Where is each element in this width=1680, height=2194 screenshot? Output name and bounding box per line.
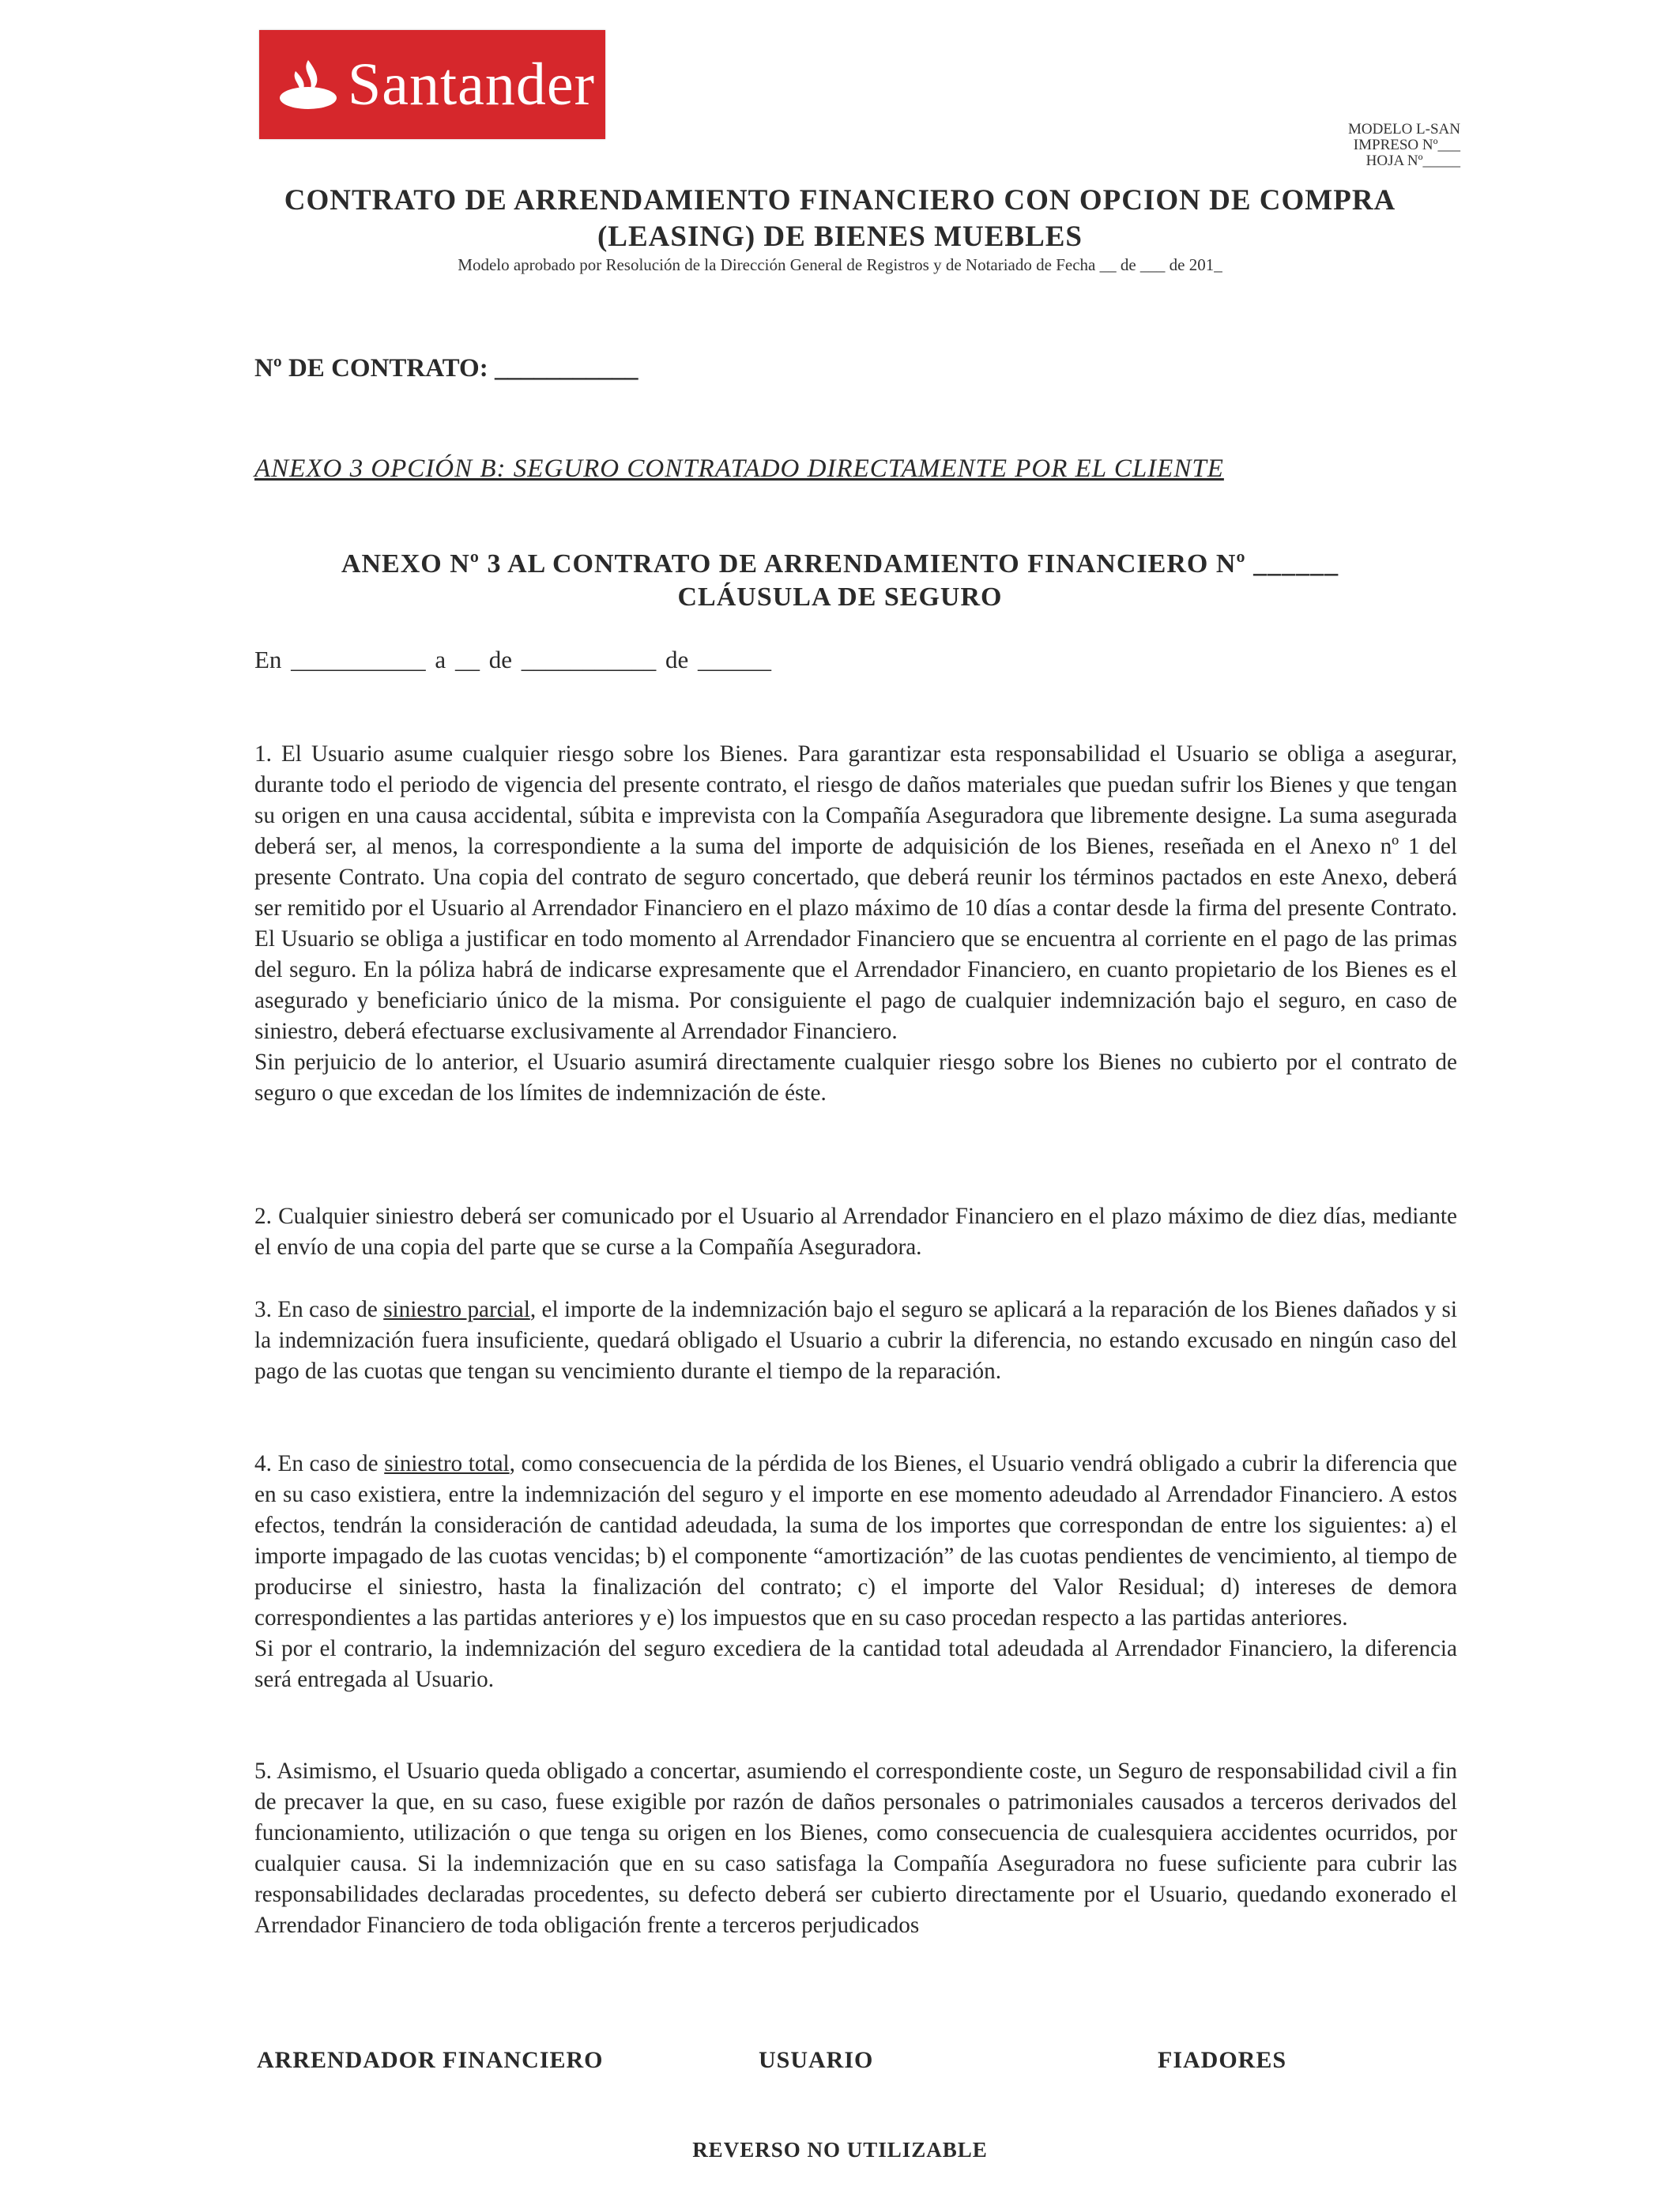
annex-heading-line2: CLÁUSULA DE SEGURO — [677, 582, 1003, 612]
signature-guarantors: FIADORES — [1158, 2047, 1287, 2073]
santander-logo — [259, 30, 605, 139]
annex-heading-line1: ANEXO Nº 3 AL CONTRATO DE ARRENDAMIENTO FINANCIERO Nº ______ — [341, 549, 1339, 579]
clause-2-text: 2. Cualquier siniestro deberá ser comunicado por el Usuario al Arrendador Financiero en el plazo máximo de diez días, mediante el envío de una copia del parte que se curse a la Compañía Aseguradora. — [254, 1204, 1457, 1260]
flame-icon — [277, 57, 340, 112]
clause-2 — [254, 1201, 1457, 1263]
contract-number: Nº DE CONTRATO: ___________ — [254, 354, 638, 383]
clause-1-addendum: Sin perjuicio de lo anterior, el Usuario asumirá directamente cualquier riesgo sobre los Bienes no cubierto por el contrato de seguro o que excedan de los límites de indemnización de éste. — [254, 1050, 1457, 1106]
sheet-number: HOJA Nº_____ — [1365, 153, 1460, 169]
place-date-line: En ___________ a __ de ___________ de ______ — [254, 646, 771, 673]
clause-5 — [254, 1756, 1457, 1941]
document-title-line1: CONTRATO DE ARRENDAMIENTO FINANCIERO CON OPCION DE COMPRA — [284, 184, 1396, 217]
clause-1 — [254, 739, 1457, 1109]
signature-user: USUARIO — [759, 2047, 874, 2073]
document-subtitle: Modelo aprobado por Resolución de la Dirección General de Registros y de Notariado de Fecha __ de ___ de 201_ — [458, 255, 1222, 274]
clause-3 — [254, 1295, 1457, 1387]
reverse-not-usable: REVERSO NO UTILIZABLE — [692, 2138, 988, 2162]
annex-option-title: ANEXO 3 OPCIÓN B: SEGURO CONTRATADO DIRECTAMENTE POR EL CLIENTE — [254, 454, 1224, 483]
clause-4 — [254, 1449, 1457, 1695]
clause-4-term: siniestro total — [384, 1451, 510, 1476]
printed-number: IMPRESO Nº___ — [1353, 137, 1460, 153]
clause-1-text: 1. El Usuario asume cualquier riesgo sobre los Bienes. Para garantizar esta responsabilidad el Usuario se obliga a asegurar, durante todo el periodo de vigencia del presente contrato, el riesgo de daños materiales que puedan sufrir los Bienes y que tengan su origen en una causa accidental, súbita e imprevista con la Compañía Aseguradora que libremente designe. La suma asegurada deberá ser, al menos, la correspondiente a la suma del importe de adquisición de los Bienes, reseñada en el Anexo nº 1 del presente Contrato. Una copia del contrato de seguro concertado, que deberá reunir los términos pactados en este Anexo, deberá ser remitido por el Usuario al Arrendador Financiero en el plazo máximo de 10 días a contar desde la firma del presente Contrato. El Usuario se obliga a justificar en todo momento al Arrendador Financiero que se encuentra al corriente en el pago de las primas del seguro. En la póliza habrá de indicarse expresamente que el Arrendador Financiero, en cuanto propietario de los Bienes es el asegurado y beneficiario único de la misma. Por consiguiente el pago de cualquier indemnización bajo el seguro, en caso de siniestro, deberá efectuarse exclusivamente al Arrendador Financiero. — [254, 741, 1457, 1044]
clause-3-body: , el importe de la indemnización bajo el seguro se aplicará a la reparación de los Bienes dañados y si la indemnización fuera insuficiente, quedará obligado el Usuario a cubrir la diferencia, no estando excusado en ningún caso del pago de las cuotas que tengan su vencimiento durante el tiempo de la reparación. — [254, 1297, 1458, 1384]
signature-lessor: ARRENDADOR FINANCIERO — [257, 2047, 604, 2073]
clause-4-body: , como consecuencia de la pérdida de los Bienes, el Usuario vendrá obligado a cubrir la diferencia que en su caso existiera, entre la indemnización del seguro y el importe en ese momento adeudado al Arrendador Financiero. A estos efectos, tendrán la consideración de cantidad adeudada, la suma de los importes que correspondan de entre los siguientes: a) el importe impagado de las cuotas vencidas; b) el componente “amortización” de las cuotas pendientes de vencimiento, al tiempo de producirse el siniestro, hasta la finalización del contrato; c) el importe del Valor Residual; d) intereses de demora correspondientes a las partidas anteriores y e) los impuestos que en su caso procedan respecto a las partidas anteriores. — [254, 1451, 1458, 1630]
logo-text: Santander — [348, 51, 595, 118]
model-code: MODELO L-SAN — [1348, 121, 1460, 138]
clause-3-term: siniestro parcial — [383, 1297, 530, 1322]
model-info — [1348, 122, 1460, 169]
clause-4-addendum: Si por el contrario, la indemnización del seguro excediera de la cantidad total adeudada al Arrendador Financiero, la diferencia será entregada al Usuario. — [254, 1636, 1457, 1692]
clause-5-text: 5. Asimismo, el Usuario queda obligado a concertar, asumiendo el correspondiente coste, un Seguro de responsabilidad civil a fin de precaver la que, en su caso, fuese exigible por razón de daños personales o patrimoniales causados a terceros derivados del funcionamiento, utilización o que tenga su origen en los Bienes, como consecuencia de cualesquiera accidentes ocurridos, por cualquier causa. Si la indemnización que en su caso satisfaga la Compañía Aseguradora no fuese suficiente para cubrir las responsabilidades declaradas procedentes, su defecto deberá ser cubierto directamente por el Usuario, quedando exonerado el Arrendador Financiero de toda obligación frente a terceros perjudicados — [254, 1759, 1457, 1938]
clause-3-prefix: 3. En caso de — [254, 1297, 378, 1322]
clause-4-prefix: 4. En caso de — [254, 1451, 379, 1476]
document-title-line2: (LEASING) DE BIENES MUEBLES — [597, 221, 1083, 253]
